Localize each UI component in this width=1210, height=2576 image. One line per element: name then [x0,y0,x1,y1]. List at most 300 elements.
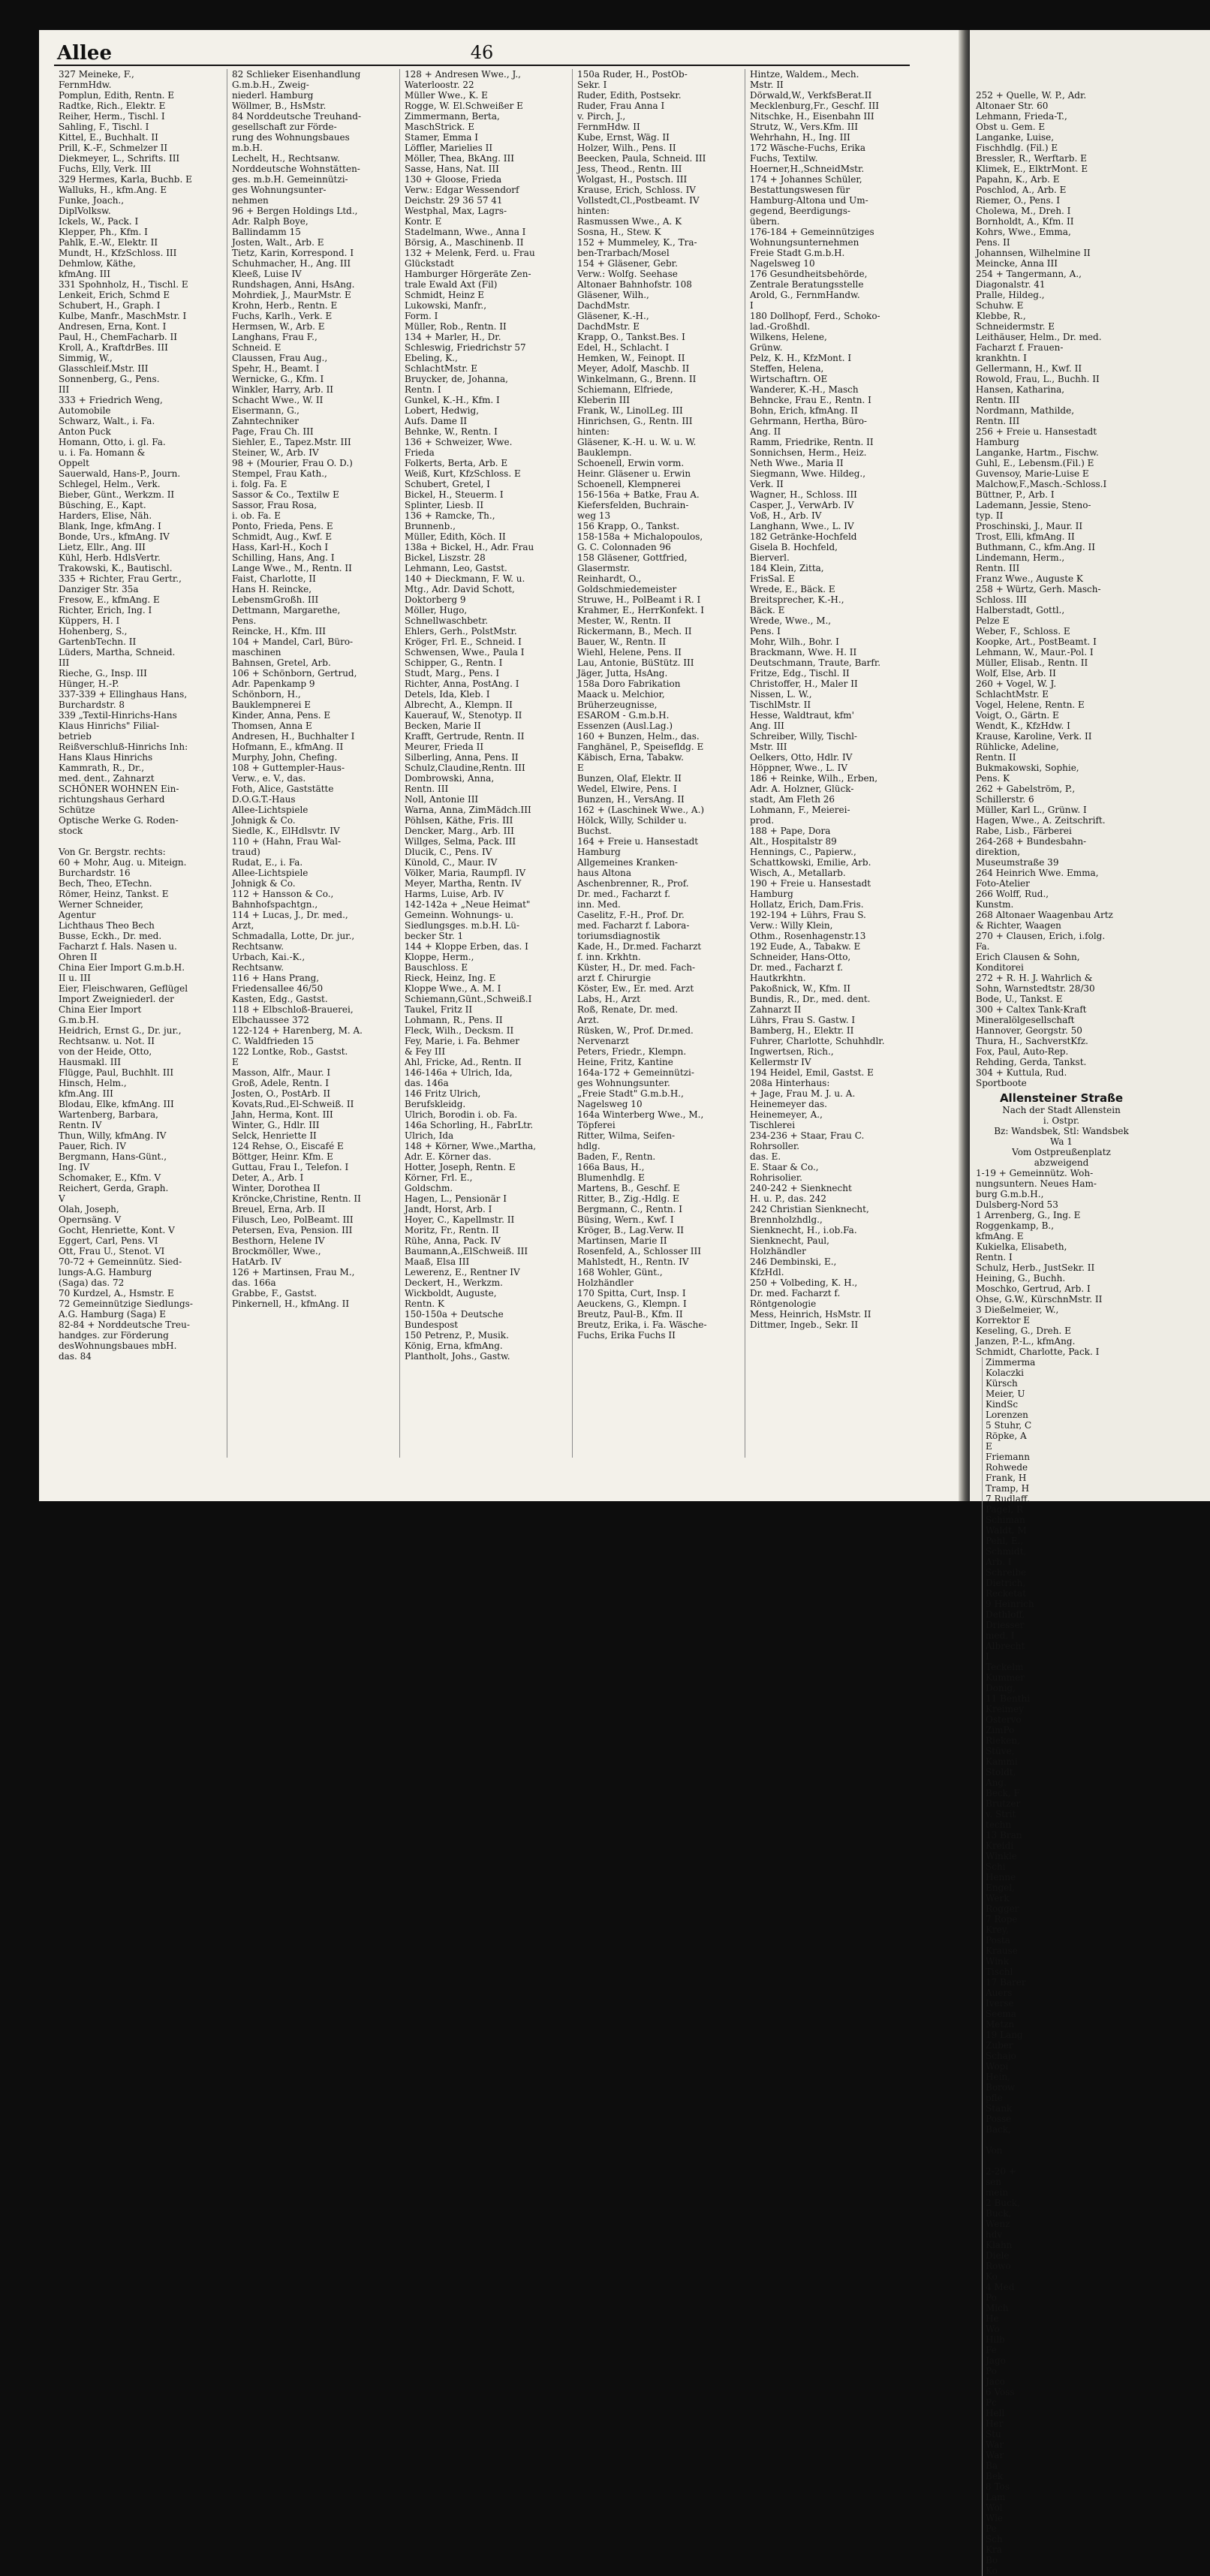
directory-entry-line: Rentn. I [976,1252,1013,1262]
directory-entry-line: 7 Rudlaff, [986,1494,1030,1504]
directory-entry-line: Schmadalla, Lotte, Dr. jur., [232,931,355,941]
directory-entry-line: Schajo [986,2051,1016,2061]
directory-entry-line: Cholewa, M., Dreh. I [976,206,1071,216]
directory-entry-line: Casper, J., VerwArb. IV [750,500,854,510]
directory-entry-line: Alt., Hospitalstr 89 [750,836,837,847]
directory-entry-line: Tischl [986,1967,1013,1977]
directory-entry-line: Mtg., Adr. David Schott, [405,584,515,594]
directory-entry-line: Mess, Heinrich, HsMstr. II [750,1309,871,1320]
directory-entry-line: Büsching, E., Kapt. [59,500,146,510]
directory-entry-line: Schneider, Hans-Otto, [750,952,851,962]
directory-entry-line: Löffler, Marielies II [405,143,493,153]
directory-entry-line: Andresen, Erna, Kont. I [59,321,167,332]
directory-entry-line: Wisch, A., Metallarb. [750,868,846,878]
directory-entry-line: Rentn. II [976,752,1016,763]
directory-entry-line: 256 + Freie u. Hansestadt [976,426,1097,437]
directory-entry-line: mein [986,2187,1009,2198]
directory-entry-line: Schloss. III [976,594,1027,605]
directory-entry-line: Hannover, Georgstr. 50 [976,1025,1082,1036]
directory-entry-line: Selck, Henriette II [232,1130,317,1141]
directory-entry-line: KfzHdl. [750,1267,784,1277]
directory-entry-line: DachdMstr. [577,300,631,311]
directory-entry-line: Pakoßnick, W., Kfm. II [750,983,850,994]
directory-entry-line: Folkerts, Berta, Arb. E [405,458,508,468]
directory-entry-line: Brunnenb., [405,521,456,531]
directory-entry-line: Rieck, Heinz, Ing. E [405,973,496,983]
directory-entry-line: Hinrichsen, G., Rentn. III [577,416,693,426]
directory-entry-line: Wink [986,1956,1009,1967]
directory-entry-line: direktion, [976,847,1021,857]
directory-entry-line: Aeuckens, G., Klempn. I [577,1299,687,1309]
directory-entry-line: Maaß, Elsa III [405,1256,470,1267]
directory-entry-line: War [986,2439,1004,2450]
directory-entry-line: Voigt, O., Gärtn. E [976,710,1059,721]
directory-entry-line: Winter, Dorothea II [232,1183,321,1193]
directory-entry-line: Fresow, E., kfmAng. E [59,594,160,605]
directory-entry-line: Verw.: Edgar Wessendorf [405,185,519,195]
directory-entry-line: Edel, H., Schlacht. I [577,342,670,353]
directory-entry-line: Hautkrkhtn. [750,973,806,983]
directory-entry-line: 268 Altonaer Waagenbau Artz [976,910,1113,920]
directory-entry-line: Zimmermann, Berta, [405,111,500,122]
directory-entry-line: Kittel, E., Buchhalt. II [59,132,158,143]
directory-entry-line: Kunstm. [976,899,1014,910]
directory-entry-line: Sonnichsen, Herm., Heiz. [750,447,867,458]
directory-entry-line: Köster, Ew., Er. med. Arzt [577,983,694,994]
directory-entry-line: Kreidi [986,1840,1014,1851]
directory-entry-line: Beck, F [986,1788,1020,1798]
directory-entry-line: Fritze, Edg., Tischl. II [750,668,850,679]
directory-entry-line: das. E. [750,1151,781,1162]
directory-entry-line: Schneid. E [232,342,281,353]
directory-entry-line: Bek [986,2471,1004,2481]
directory-entry-line: Breitsprecher, K.-H., [750,594,844,605]
directory-entry-line: Facharzt f. Hals. Nasen u. [59,941,177,952]
directory-entry-line: 158a Doro Fabrikation [577,679,681,689]
directory-entry-line: abzweigend [1034,1157,1089,1168]
directory-entry-line: Mohr, Wilh., Bohr. I [750,636,839,647]
directory-entry-line: Moschko, Gertrud, Arb. I [976,1283,1091,1294]
directory-entry-line: Schoenell, Erwin vorm. [577,458,685,468]
directory-entry-line: Tietz, Karin, Korrespond. I [232,248,354,258]
directory-entry-line: Trost, Elli, kfmAng. II [976,531,1075,542]
directory-entry-line: Breutz, Erika, i. Fa. Wäsche- [577,1320,707,1330]
directory-entry-line: Rentn. III [976,416,1020,426]
directory-entry-line: Krafft, Gertrude, Rentn. II [405,731,525,742]
directory-entry-line: Deter, A., Arb. I [232,1172,304,1183]
directory-entry-line: Schiemann,Günt.,Schweiß.I [405,994,532,1004]
directory-entry-line: Stempel, Frau Kath., [232,468,327,479]
directory-entry-line: 168 Wohler, Günt., [577,1267,663,1277]
directory-entry-line: 262 + Gabelström, P., [976,784,1076,794]
directory-entry-line: MaschStrick. E [405,122,475,132]
directory-entry-line: He [986,2313,999,2324]
directory-entry-line: Rogger [986,1903,1019,1914]
directory-entry-line: i. folg. Fa. E [232,479,287,489]
directory-entry-line: Krause, Erich, Schloss. IV [577,185,696,195]
directory-entry-line: Hollatz, Erich, Dam.Fris. [750,899,864,910]
directory-entry-line: Donig, [986,1683,1016,1693]
directory-entry-line: 128 + Andresen Wwe., J., [405,69,521,80]
directory-entry-line: Hansen, Katharina, [976,384,1065,395]
directory-entry-line: Adr. E. Körner das. [405,1151,492,1162]
directory-entry-line: Bestattungswesen für [750,185,850,195]
directory-entry-line: f. inn. Krkhtn. [577,952,641,962]
directory-entry-line: Krohn, Herb., Rentn. E [232,300,338,311]
directory-entry-line: Strutz, W., Vers.Kfm. III [750,122,858,132]
directory-entry-line: Rechtsanw. [232,941,284,952]
directory-entry-line: nehmen [232,195,269,206]
street-entries [976,1168,1147,1357]
directory-entry-line: SCHÖNER WOHNEN Ein- [59,784,179,794]
directory-entry-line: Meyer, Adolf, Maschb. II [577,363,690,374]
directory-entry-line: 234-236 + Staar, Frau C. [750,1130,865,1141]
directory-entry-line: Adr. A. Holzner, Glück- [750,784,854,794]
directory-entry-line: Bickel, Liszstr. 28 [405,552,486,563]
directory-entry-line: Burchardstr. 16 [59,868,131,878]
directory-entry-line: Sasse, Hans, Nat. III [405,164,499,174]
directory-entry-line: Verw.: Willy Klein, [750,920,833,931]
directory-entry-line: Allee-Lichtspiele [232,868,309,878]
directory-entry-line: KindSc [986,1399,1019,1410]
directory-entry-line: Leithäuser, Helm., Dr. med. [976,332,1102,342]
directory-entry-line: kfmAng. E [976,1231,1024,1241]
directory-entry-line: ZimPo [986,1725,1015,1735]
directory-entry-line: 180 Dollhopf, Ferd., Schoko- [750,311,880,321]
directory-entry-line: Rentn. III [405,784,449,794]
directory-entry-line: Goldschm. [405,1183,453,1193]
directory-entry-line: Bergmann, Hans-Günt., [59,1151,167,1162]
directory-entry-line: Pc [986,2397,997,2408]
directory-entry-line: Bauschloss. E [405,962,468,973]
directory-entry-line: Schipper, G., Rentn. I [405,658,503,668]
directory-entry-line: Ruder, Frau Anna I [577,101,665,111]
directory-entry-line: Aufs. Dame II [405,416,468,426]
directory-entry-line: lungs-A.G. Hamburg [59,1267,152,1277]
directory-entry-line: Aschenbrenner, R., Prof. [577,878,689,889]
directory-entry-line: Friemann [986,1452,1030,1462]
directory-entry-line: Schubert, H., Graph. I [59,300,161,311]
directory-entry-line: Jess, Theod., Rentn. III [577,164,682,174]
directory-entry-line: m.b.H. [232,143,263,153]
directory-entry-line: Zuber [986,2040,1013,2051]
directory-entry-line: maschinen [232,647,281,658]
directory-entry-line: Homann, Otto, i. gl. Fa. [59,437,166,447]
directory-entry-line: Wöllmer, B., HsMstr. [232,101,327,111]
directory-entry-line: A.G. Hamburg (Saga) E [59,1309,167,1320]
directory-entry-line: Hohenberg, S., [59,626,128,636]
directory-entry-line: Sahling, F., Tischl. I [59,122,149,132]
directory-entry-line: Willges, Selma, Pack. III [405,836,516,847]
directory-entry-line: Bäck. E [750,605,785,615]
directory-entry-line: Siedlungsges. m.b.H. Lü- [405,920,520,931]
directory-entry-line: handges. zur Förderung [59,1330,169,1341]
directory-entry-line: Lehmann, W., Maur.-Pol. I [976,647,1094,658]
directory-columns [54,69,917,1458]
directory-entry-line: Hagen, Wwe., A. Zeitschrift. [976,815,1106,826]
directory-entry-line: Krey, [986,1924,1009,1935]
directory-entry-line: 11 Benthi [986,1693,1031,1704]
directory-entry-line: Beecken, Paula, Schneid. III [577,153,706,164]
directory-entry-line: Roggenkamp, B., [976,1220,1055,1231]
directory-entry-line: Ickels, W., Pack. I [59,216,139,227]
directory-entry-line: Mstr. II [750,80,784,90]
directory-entry-line: Müller, Rob., Rentn. II [405,321,507,332]
directory-entry-line: Fuchs, Erika Fuchs II [577,1330,676,1341]
directory-entry-line: Mahlstedt, H., Rentn. IV [577,1256,689,1267]
directory-entry-line: hdv [986,2229,1003,2240]
directory-entry-line: Nordmann, Mathilde, [976,405,1075,416]
directory-entry-line: Becken, Marie II [405,721,481,731]
directory-entry-line: 122 Lontke, Rob., Gastst. [232,1046,348,1057]
directory-entry-line: Seema [986,2009,1016,2019]
directory-entry-line: Guvensoy, Marie-Luise E [976,468,1089,479]
directory-entry-line: Schnellwaschbetr. [405,615,489,626]
directory-entry-line: typ. II [976,510,1004,521]
directory-entry-line: Bierverl. [750,552,790,563]
directory-entry-line: Adr. Papenkamp 9 [232,679,315,689]
directory-entry-line: Schmidt, Aug., Kwf. E [232,531,333,542]
directory-entry-line: Nervenarzt [577,1036,629,1046]
directory-entry-line: I [986,1651,989,1662]
directory-entry-line: Fleck, Wilh., Decksm. II [405,1025,514,1036]
directory-entry-line: Lietz, Ellr., Ang. III [59,542,146,552]
directory-entry-line: Rehding, Gerda, Tankst. [976,1057,1087,1067]
directory-entry-line: Richter, Anna, PostAng. I [405,679,519,689]
directory-entry-line: Maack u. Melchior, [577,689,665,700]
directory-entry-line: War [986,2450,1004,2460]
directory-entry-line: 17 Barer [986,1977,1026,1988]
running-head [54,35,910,66]
directory-entry-line: Schulz,Claudine,Rentn. III [405,763,525,773]
directory-entry-line: Warna, Anna, ZimMädch.III [405,805,531,815]
directory-entry-line: Neth Wwe., Maria II [750,458,844,468]
directory-entry-line: Jahn, Herma, Kont. III [232,1109,333,1120]
directory-entry-line: Baumann,A.,ElSchweiß. III [405,1246,528,1256]
directory-entry-line: Hausmakl. III [59,1057,121,1067]
directory-entry-line: Ruder, Edith, Postsekr. [577,90,682,101]
directory-entry-line: I [750,300,754,311]
directory-entry-line: Teckelm [986,1662,1024,1672]
directory-entry-line: Rühlicke, Adeline, [976,742,1059,752]
directory-entry-line: Mineralölgesellschaft [976,1015,1075,1025]
directory-entry-line: techn [986,1819,1012,1830]
directory-entry-line: Wrede, Wwe., M., [750,615,832,626]
directory-entry-line: Blodau, Elke, kfmAng. III [59,1099,174,1109]
directory-entry-line: 208a Hinterhaus: [750,1078,830,1088]
directory-entry-line: Hell [986,2408,1005,2418]
directory-entry-line: Wagner, H., Schloss. III [750,489,857,500]
directory-entry-line: Pens. K [976,773,1010,784]
directory-entry-line: 182 Getränke-Hochfeld [750,531,857,542]
directory-entry-line: Lehmann, Leo, Gastst. [405,563,507,573]
directory-entry-line: Reincke, H., Kfm. III [232,626,326,636]
directory-entry-line: Winkelmann, G., Brenn. II [577,374,697,384]
directory-entry-line: Jäger, Jutta, HsAng. [577,668,668,679]
directory-entry-line: 250 + Volbeding, K. H., [750,1277,858,1288]
directory-entry-line: Nissen, L. W., [750,689,812,700]
directory-entry-line: Müller, Edith, Köch. II [405,531,506,542]
directory-entry-line: Wie [986,2513,1004,2523]
directory-entry-line: Kinder, Anna, Pens. E [232,710,331,721]
directory-entry-line: Verw., e. V., das. [232,773,306,784]
directory-entry-line: Pagel, R [986,1504,1023,1515]
directory-entry-line: Schönborn, H., [232,689,301,700]
directory-entry-line: Dethloff, [986,1609,1025,1620]
directory-entry-line: Kovats,Rud.,El-Schweiß. II [232,1099,354,1109]
directory-entry-line: Kummer [986,1672,1025,1683]
directory-entry-line: Völker, Maria, Raumpfl. IV [405,868,526,878]
directory-column-3 [399,69,572,1458]
directory-entry-line: Henne [986,1872,1016,1882]
directory-entry-line: Guhl, E., Lebensm.(Fil.) E [976,458,1094,468]
directory-entry-line: Dehmlow, Käthe, [59,258,136,269]
directory-entry-line: trale Ewald Axt (Fil) [405,279,498,290]
directory-entry-line: Olah, Joseph, [59,1204,119,1214]
directory-entry-line: Werner Schneider, [59,899,143,910]
directory-entry-line: Groß, Adele, Rentn. I [232,1078,329,1088]
directory-entry-line: Berufskleidg. [405,1099,466,1109]
directory-entry-line: Frieda [405,447,435,458]
directory-entry-line: Bahnsen, Gretel, Arb. [232,658,331,668]
directory-entry-line: Rentn. K [405,1299,445,1309]
directory-entry-line: Ramm, Friedrike, Rentn. II [750,437,874,447]
directory-entry-line: Schillerstr. 6 [976,794,1034,805]
directory-entry-line: Rohwede [986,1462,1028,1473]
directory-entry-line: Dr. med., Facharzt f. [750,962,844,973]
directory-entry-line: traud) [232,847,260,857]
directory-entry-line: Hamburg-Altona und Um- [750,195,868,206]
directory-entry-line: Wirtschaftrn. OE [750,374,828,384]
directory-entry-line: Buthmann, C., kfm.Ang. II [976,542,1096,552]
directory-entry-line: Wolgast, H., Postsch. III [577,174,688,185]
directory-entry-line: Rüsken, W., Prof. Dr.med. [577,1025,694,1036]
directory-entry-line: Stu [986,2429,1001,2439]
directory-entry-line: Meurer, Frieda II [405,742,484,752]
directory-entry-line: Lobert, Hedwig, [405,405,480,416]
directory-entry-line: Büttner, P., Arb. I [976,489,1055,500]
directory-entry-line: Wrede, E., Bäck. E [750,584,835,594]
directory-entry-line: 140 + Dieckmann, F. W. u. [405,573,525,584]
directory-entry-line: Hemken, W., Feinopt. II [577,353,685,363]
directory-entry-line: TischlMstr. II [750,700,811,710]
directory-entry-line: Heidrich, Ernst G., Dr. jur., [59,1025,182,1036]
directory-entry-line: Roß, Renate, Dr. med. [577,1004,679,1015]
directory-entry-line: Martens, B., Geschf. E [577,1183,680,1193]
directory-entry-line: Klebbe, R., [976,311,1026,321]
directory-entry-line: Keseling, G., Dreh. E [976,1326,1071,1336]
directory-entry-line: Gehrmann, Hertha, Büro- [750,416,867,426]
directory-entry-line: 176 Gesundheitsbehörde, [750,269,868,279]
directory-entry-line: Kloppe, Herm., [405,952,474,962]
directory-entry-line: Nagelsweg 10 [750,258,815,269]
directory-entry-line: Lehmann, Frieda-T., [976,111,1067,122]
directory-entry-line: Rickermann, B., Mech. II [577,626,692,636]
directory-entry-line: becker Str. 1 [405,931,464,941]
directory-entry-line: Silberling, Anna, Pens. II [405,752,519,763]
directory-entry-line: 150a Ruder, H., PostOb- [577,69,688,80]
directory-entry-line: 188 + Pape, Dora [750,826,831,836]
directory-entry-line: 327 Meineke, F., [59,69,134,80]
directory-entry-line: Radtke, Rich., Elektr. E [59,101,166,111]
directory-entry-line: 84 Norddeutsche Treuhand- [232,111,362,122]
directory-entry-line: Bauklempn. [577,447,632,458]
directory-entry-line: Klahn [986,2240,1013,2250]
directory-entry-line: Verw.: Wolfg. Seehase [577,269,678,279]
directory-entry-line: Ostervo [986,1714,1022,1725]
directory-entry-line: Klaus Hinrichs" Filial- [59,721,160,731]
directory-entry-line: Rentn. III [976,563,1020,573]
directory-entry-line: Lindemann, Herm., [976,552,1065,563]
directory-entry-line: SchlachtMstr. E [405,363,478,374]
directory-entry-line: Kammrath, R., Dr., [59,763,145,773]
directory-entry-line [986,2135,1031,2145]
directory-entry-line: med. dent., Zahnarzt [59,773,155,784]
directory-entry-line: G.m.b.H., Zweig- [232,80,309,90]
directory-entry-line: Zimmerma [986,1357,1036,1368]
directory-entry-line: Breutz, Paul-B., Kfm. II [577,1309,683,1320]
directory-entry-line: Her [986,2418,1004,2429]
directory-entry-line: Kroll, A., KraftdrBes. III [59,342,168,353]
directory-entry-line: Lau, Antonie, BüStütz. III [577,658,694,668]
directory-entry-line: 2 Buck, [986,2198,1020,2208]
directory-entry-line: Freie Stadt G.m.b.H. [750,248,845,258]
directory-entry-line: Rohrsoller. [750,1141,800,1151]
directory-entry-line: Kleeß, Luise IV [232,269,302,279]
directory-entry-line: Schreibe [986,1567,1027,1578]
directory-entry-line: GartenbTechn. II [59,636,137,647]
directory-entry-line: Franz Wwe., Auguste K [976,573,1083,584]
directory-entry-line: Hennings, C., Papierw., [750,847,856,857]
directory-entry-line: Albrecht [986,1641,1025,1651]
directory-entry-line: Sosna, H., Stew. K [577,227,661,237]
directory-entry-line: Plantholt, Johs., Gastw. [405,1351,510,1362]
directory-entry-line: 154 + Gläsener, Gebr. [577,258,678,269]
directory-entry-line: Allee-Lichtspiele [232,805,309,815]
directory-entry-line: Kühl, Herb. HdlsVertr. [59,552,161,563]
directory-entry-line: Hotter, Joseph, Rentn. E [405,1162,516,1172]
directory-entry-line: Siegmann, Wwe. Hildeg., [750,468,866,479]
directory-entry-line: Lührs, Frau S. Gastw. I [750,1015,856,1025]
directory-entry-line: III [59,658,70,668]
directory-entry-line: übern. [750,216,780,227]
directory-entry-line: 136 + Ramcke, Th., [405,510,495,521]
directory-entry-line: Rosenfeld, A., Schlosser III [577,1246,701,1256]
directory-entry-line: Reißverschluß-Hinrichs Inh: [59,742,188,752]
directory-entry-line: Fey, Marie, i. Fa. Behmer [405,1036,519,1046]
directory-entry-line: Agentur [59,910,96,920]
directory-column-2 [227,69,399,1458]
directory-entry-line: pfle [986,2093,1003,2103]
directory-page-right [970,30,1210,2576]
directory-entry-line: von der Heide, Otto, [59,1046,152,1057]
directory-entry-line: Westphal, Max, Lagrs- [405,206,507,216]
directory-entry-line: 104 + Mandel, Carl, Büro- [232,636,354,647]
directory-entry-line: Ko [986,2565,998,2576]
directory-entry-line: 186 + Reinke, Wilh., Erben, [750,773,878,784]
directory-entry-line: Werk [986,1893,1010,1903]
directory-entry-line: Rühe, Anna, Pack. IV [405,1235,501,1246]
directory-entry-line: hdlg. [577,1141,600,1151]
directory-entry-line: Krause [986,1946,1018,1956]
directory-entry-line: Baden, F., Rentn. [577,1151,656,1162]
directory-entry-line: Facharzt f. Frauen- [976,342,1064,353]
directory-entry-line: Fuchs, Textilw. [750,153,818,164]
directory-entry-line: Brutzer [986,1798,1021,1809]
directory-entry-line: krankhtn. I [976,353,1027,363]
directory-entry-line: 150 Petrenz, P., Musik. [405,1330,509,1341]
directory-entry-line: Stank [986,2103,1013,2114]
